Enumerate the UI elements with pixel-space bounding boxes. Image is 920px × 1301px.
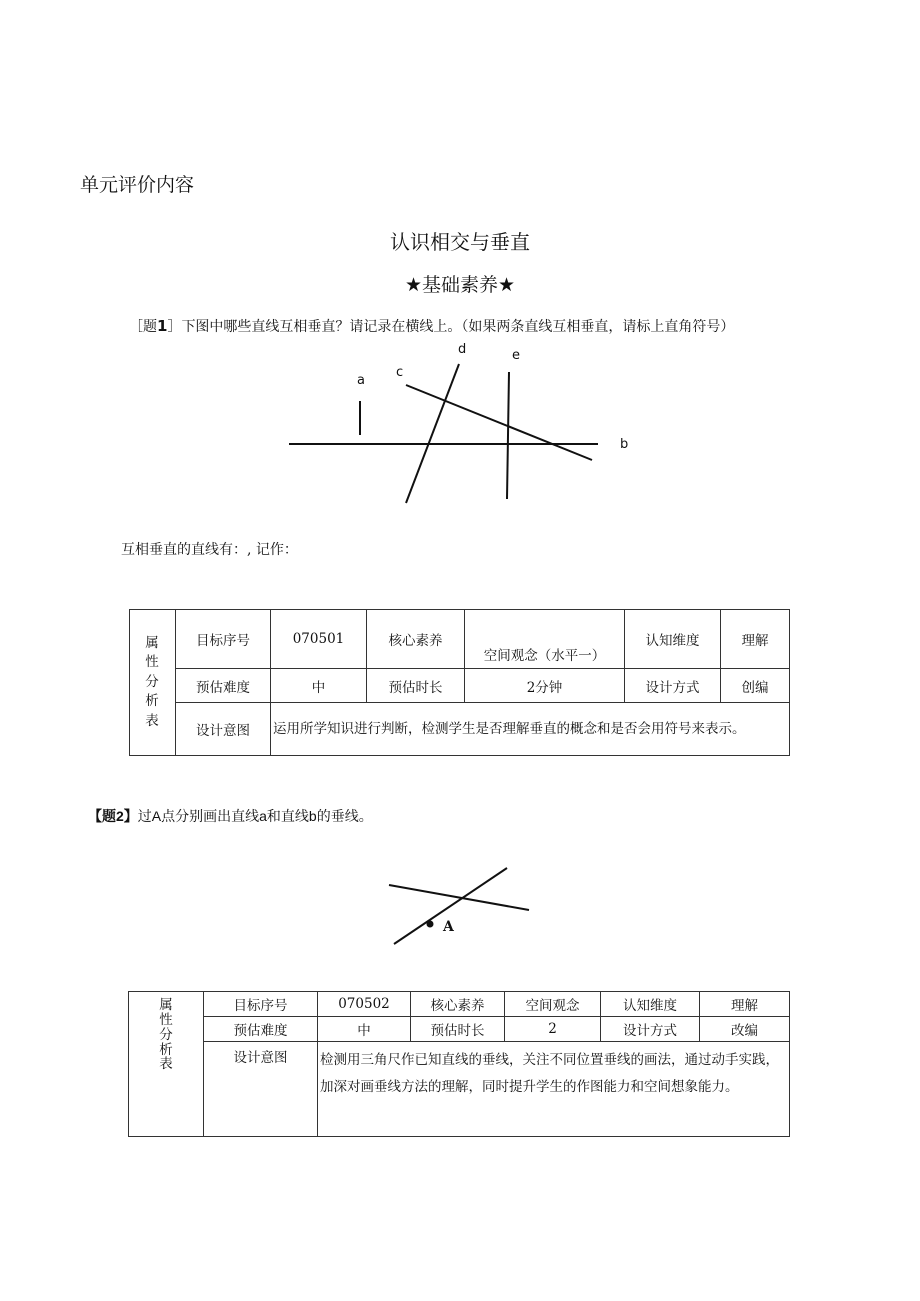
design-label: 设计方式 — [601, 1017, 700, 1042]
line-c — [406, 385, 592, 460]
main-title: 认识相交与垂直 — [390, 230, 530, 254]
attribute-label-char: 表 — [159, 1056, 173, 1073]
cognition-value: 理解 — [700, 992, 790, 1017]
core-value: 空间观念 — [505, 992, 601, 1017]
attribute-label — [130, 610, 176, 756]
attribute-label-char: 分 — [159, 1026, 173, 1043]
figure-2-lines — [380, 860, 540, 950]
question-1 — [129, 316, 734, 336]
question-1-text: 下图中哪些直线互相垂直？请记录在横线上。（如果两条直线互相垂直，请标上直角符号） — [181, 319, 735, 335]
label-d: d — [458, 342, 467, 357]
question-2-text: 过A点分别画出直线a和直线b的垂线。 — [137, 808, 373, 824]
difficulty-value: 中 — [318, 1017, 411, 1042]
label-a: a — [357, 373, 365, 388]
intent-value: 检测用三角尺作已知直线的垂线，关注不同位置垂线的画法，通过动手实践，加深对画垂线方法的理解，同时提升学生的作图能力和空间想象能力。 — [318, 1042, 790, 1137]
attribute-label-char: 性 — [145, 654, 160, 671]
time-value: 2 — [505, 1017, 601, 1042]
attribute-label-char: 析 — [159, 1041, 173, 1058]
attribute-label-char: 分 — [145, 673, 160, 690]
line-e — [507, 372, 509, 499]
target-label: 目标序号 — [204, 992, 318, 1017]
cognition-label: 认知维度 — [601, 992, 700, 1017]
line-d — [406, 364, 459, 503]
point-a-label: A — [443, 919, 454, 935]
core-value: 空间观念（水平一） — [465, 610, 625, 669]
subtitle: ★基础素养★ — [404, 274, 516, 296]
question-2-bracket-close: 】 — [123, 808, 138, 824]
design-label: 设计方式 — [625, 669, 721, 703]
line-1 — [389, 885, 529, 910]
target-label: 目标序号 — [176, 610, 271, 669]
intent-value: 运用所学知识进行判断，检测学生是否理解垂直的概念和是否会用符号来表示。 — [271, 703, 790, 756]
label-b: b — [620, 437, 629, 452]
section-title: 单元评价内容 — [80, 174, 195, 196]
question-2-bracket-open: 【题 — [88, 808, 116, 824]
time-label: 预估时长 — [411, 1017, 505, 1042]
attribute-label-char: 表 — [145, 712, 160, 729]
question-1-number: 1 — [157, 317, 168, 335]
difficulty-value: 中 — [271, 669, 367, 703]
intent-label: 设计意图 — [204, 1042, 318, 1137]
cognition-label: 认知维度 — [625, 610, 721, 669]
target-value: 070502 — [318, 992, 411, 1017]
attribute-label-char: 性 — [159, 1011, 173, 1028]
design-value: 改编 — [700, 1017, 790, 1042]
question-2 — [88, 806, 373, 826]
question-1-bracket-close: ］ — [167, 319, 182, 335]
attribute-table-1 — [129, 609, 790, 756]
attribute-label-char: 属 — [145, 634, 160, 651]
question-1-bracket-open: ［题 — [129, 319, 157, 335]
attribute-label — [129, 992, 204, 1137]
answer-line: 互相垂直的直线有：, 记作： — [121, 542, 298, 558]
cognition-value: 理解 — [721, 610, 790, 669]
figure-1-lines — [280, 335, 640, 515]
attribute-label-char: 析 — [145, 693, 160, 710]
difficulty-label: 预估难度 — [176, 669, 271, 703]
attribute-table-2 — [128, 991, 790, 1137]
intent-label: 设计意图 — [176, 703, 271, 756]
target-value: 070501 — [271, 610, 367, 669]
time-value: 2分钟 — [465, 669, 625, 703]
question-2-number: 2 — [116, 808, 124, 824]
core-label: 核心素养 — [367, 610, 465, 669]
point-a — [427, 921, 434, 928]
time-label: 预估时长 — [367, 669, 465, 703]
label-c: c — [396, 365, 404, 380]
label-e: e — [512, 348, 520, 363]
core-label: 核心素养 — [411, 992, 505, 1017]
design-value: 创编 — [721, 669, 790, 703]
attribute-label-char: 属 — [159, 997, 173, 1013]
difficulty-label: 预估难度 — [204, 1017, 318, 1042]
